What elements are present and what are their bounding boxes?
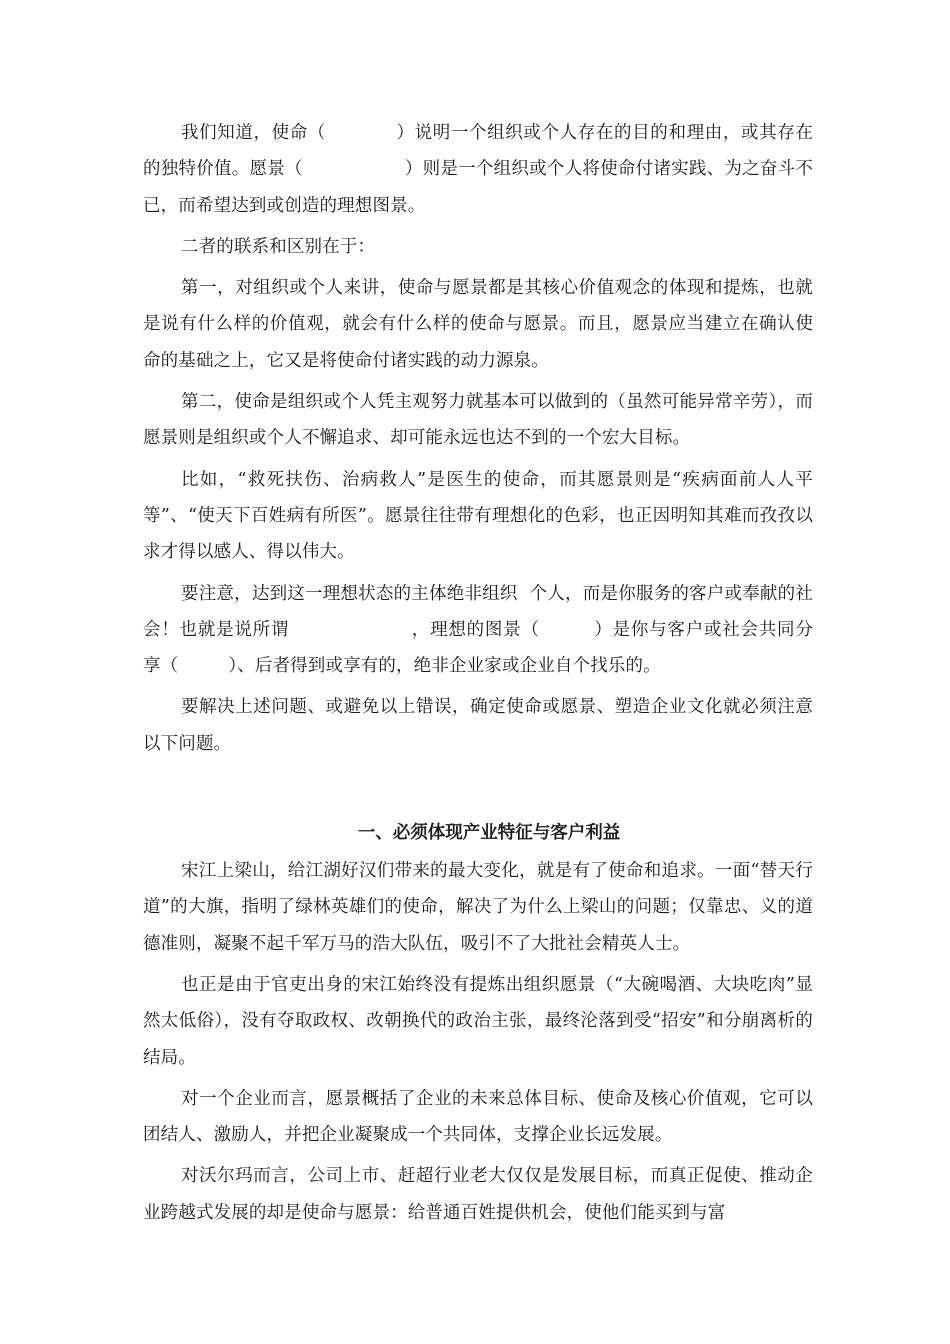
text-fragment: ）、后者得到或享有的，绝非企业家或企业自个找乐的。 xyxy=(228,656,661,677)
paragraph-attention xyxy=(143,576,813,685)
paragraph-mission-definition xyxy=(143,115,813,224)
paragraph-doctor-example: 比如，“救死扶伤、治病救人”是医生的使命，而其愿景则是“疾病面前人人平等”、“使天下百姓病有所医”。愿景往往带有理想化的色彩，也正因明知其难而孜孜以求才得以感人、得以伟大。 xyxy=(143,469,813,563)
paragraph-conclusion: 要解决上述问题、或避免以上错误，确定使命或愿景、塑造企业文化就必须注意以下问题。 xyxy=(143,697,813,754)
paragraph-enterprise-vision: 对一个企业而言，愿景概括了企业的未来总体目标、使命及核心价值观，它可以团结人、激励人，并把企业凝聚成一个共同体，支撑企业长远发展。 xyxy=(143,1088,813,1146)
text-fragment: 个人，而是你服务的客户或奉献的社会！也就是说所谓 xyxy=(143,583,813,640)
paragraph-first-point: 第一，对组织或个人来讲，使命与愿景都是其核心价值观念的体现和提炼，也就是说有什么样的价值观，就会有什么样的使命与愿景。而且，愿景应当建立在确认使命的基础之上，它又是将使命付诸实践的动力源泉。 xyxy=(143,278,813,371)
document-page xyxy=(143,115,813,1236)
paragraph-walmart: 对沃尔玛而言，公司上市、赶超行业老大仅仅是发展目标，而真正促使、推动企业跨越式发展的却是使命与愿景：给普通百姓提供机会，使他们能买到与富 xyxy=(143,1166,813,1223)
text-fragment: 我们知道，使命（ xyxy=(181,123,327,143)
text-fragment: ）说明一个组织或个人存在的目的和理由，或其存在的独特价值。愿景（ xyxy=(143,123,813,180)
paragraph-songjiang: 宋江上梁山，给江湖好汉们带来的最大变化，就是有了使命和追求。一面“替天行道”的大旗，指明了绿林英雄们的使命，解决了为什么上梁山的问题；仅靠忠、义的道德准则，凝聚不起千军万马的浩大队伍，吸引不了大批社会精英人士。 xyxy=(143,861,813,954)
paragraph-songjiang-vision: 也正是由于官吏出身的宋江始终没有提炼出组织愿景（“大碗喝酒、大块吃肉”显然太低俗），没有夺取政权、改朝换代的政治主张，最终沦落到受“招安”和分崩离析的结局。 xyxy=(143,974,813,1068)
text-fragment: ，理想的图景（ xyxy=(411,619,540,640)
paragraph-second-point: 第二，使命是组织或个人凭主观努力就基本可以做到的（虽然可能异常辛劳），而愿景则是组织或个人不懈追求、却可能永远也达不到的一个宏大目标。 xyxy=(143,392,813,449)
text-fragment: 要注意，达到这一理想状态的主体绝非组织 xyxy=(181,583,518,604)
section-spacer xyxy=(143,767,813,815)
text-fragment: ）则是一个组织或个人将使命付诸实践、为之奋斗不已，而希望达到或创造的理想图景。 xyxy=(143,159,813,216)
section-heading: 一、必须体现产业特征与客户利益 xyxy=(357,823,621,844)
paragraph-relation: 二者的联系和区别在于： xyxy=(181,236,376,257)
text-fragment: ）是你与客户或社会共同分享（ xyxy=(143,619,813,677)
